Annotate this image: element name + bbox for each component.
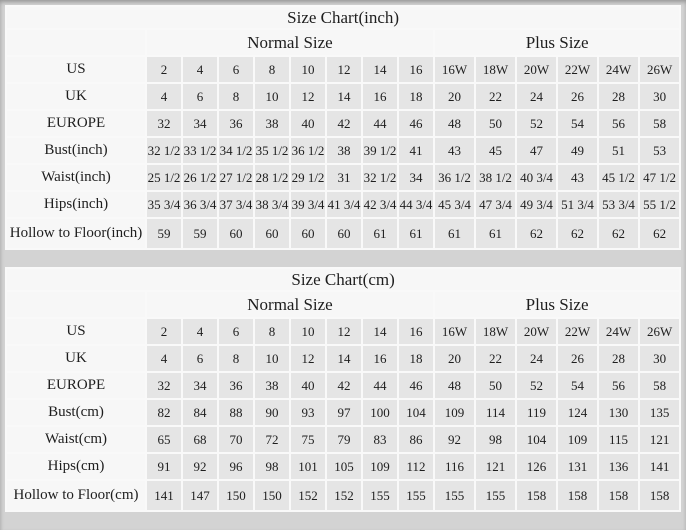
size-value-cell: 12	[291, 84, 325, 109]
size-value-cell: 56	[599, 111, 638, 136]
size-value-cell: 30	[640, 346, 679, 371]
size-value-cell: 37 3/4	[219, 192, 253, 217]
size-value-cell: 158	[640, 481, 679, 510]
row-label: EUROPE	[7, 373, 145, 398]
size-value-cell: 14	[363, 57, 397, 82]
size-value-cell: 14	[363, 319, 397, 344]
size-value-cell: 50	[476, 111, 515, 136]
size-value-cell: 100	[363, 400, 397, 425]
size-chart-table-inch	[5, 5, 681, 250]
size-value-cell: 48	[435, 373, 474, 398]
size-value-cell: 65	[147, 427, 181, 452]
size-value-cell: 104	[399, 400, 433, 425]
size-value-cell: 46	[399, 373, 433, 398]
size-value-cell: 16W	[435, 57, 474, 82]
table-row	[7, 373, 679, 398]
size-value-cell: 44	[363, 373, 397, 398]
table-row	[7, 319, 679, 344]
size-value-cell: 47 1/2	[640, 165, 679, 190]
size-value-cell: 20	[435, 346, 474, 371]
size-value-cell: 28	[599, 346, 638, 371]
size-value-cell: 32 1/2	[363, 165, 397, 190]
size-value-cell: 6	[219, 57, 253, 82]
size-value-cell: 22W	[558, 319, 597, 344]
size-value-cell: 31	[327, 165, 361, 190]
size-value-cell: 52	[517, 373, 556, 398]
size-value-cell: 12	[291, 346, 325, 371]
size-value-cell: 109	[363, 454, 397, 479]
row-label: Hips(cm)	[7, 454, 145, 479]
size-value-cell: 49 3/4	[517, 192, 556, 217]
size-value-cell: 2	[147, 57, 181, 82]
size-value-cell: 18W	[476, 319, 515, 344]
size-value-cell: 135	[640, 400, 679, 425]
size-value-cell: 114	[476, 400, 515, 425]
size-value-cell: 152	[327, 481, 361, 510]
size-value-cell: 28 1/2	[255, 165, 289, 190]
size-value-cell: 158	[517, 481, 556, 510]
size-value-cell: 61	[363, 219, 397, 248]
size-value-cell: 49	[558, 138, 597, 163]
size-value-cell: 75	[291, 427, 325, 452]
row-label: Hollow to Floor(cm)	[7, 481, 145, 510]
size-value-cell: 18W	[476, 57, 515, 82]
table-row	[7, 84, 679, 109]
size-value-cell: 44 3/4	[399, 192, 433, 217]
table-row	[7, 111, 679, 136]
size-value-cell: 16	[363, 84, 397, 109]
size-value-cell: 20W	[517, 57, 556, 82]
table-row	[7, 219, 679, 248]
size-value-cell: 4	[147, 84, 181, 109]
size-value-cell: 58	[640, 373, 679, 398]
size-value-cell: 26 1/2	[183, 165, 217, 190]
size-value-cell: 40	[291, 373, 325, 398]
size-value-cell: 41	[399, 138, 433, 163]
size-value-cell: 47 3/4	[476, 192, 515, 217]
size-value-cell: 36	[219, 111, 253, 136]
size-value-cell: 26	[558, 346, 597, 371]
size-chart-table-cm	[5, 267, 681, 512]
size-value-cell: 34	[183, 373, 217, 398]
size-value-cell: 119	[517, 400, 556, 425]
size-value-cell: 40	[291, 111, 325, 136]
row-label: UK	[7, 346, 145, 371]
size-value-cell: 27 1/2	[219, 165, 253, 190]
size-value-cell: 79	[327, 427, 361, 452]
table-row	[7, 400, 679, 425]
size-value-cell: 8	[219, 346, 253, 371]
size-value-cell: 45 1/2	[599, 165, 638, 190]
size-value-cell: 36 1/2	[435, 165, 474, 190]
size-value-cell: 51 3/4	[558, 192, 597, 217]
size-value-cell: 136	[599, 454, 638, 479]
size-value-cell: 52	[517, 111, 556, 136]
size-value-cell: 109	[558, 427, 597, 452]
size-value-cell: 34 1/2	[219, 138, 253, 163]
size-value-cell: 86	[399, 427, 433, 452]
size-value-cell: 6	[183, 84, 217, 109]
size-value-cell: 10	[291, 319, 325, 344]
size-value-cell: 10	[291, 57, 325, 82]
tables-container	[5, 5, 681, 512]
size-value-cell: 96	[219, 454, 253, 479]
size-value-cell: 53 3/4	[599, 192, 638, 217]
size-value-cell: 70	[219, 427, 253, 452]
size-value-cell: 18	[399, 84, 433, 109]
row-label: Waist(cm)	[7, 427, 145, 452]
size-value-cell: 84	[183, 400, 217, 425]
size-value-cell: 36 3/4	[183, 192, 217, 217]
size-value-cell: 10	[255, 84, 289, 109]
group-header-normal: Normal Size	[147, 30, 433, 55]
size-value-cell: 90	[255, 400, 289, 425]
size-value-cell: 60	[327, 219, 361, 248]
size-value-cell: 30	[640, 84, 679, 109]
size-value-cell: 29 1/2	[291, 165, 325, 190]
size-value-cell: 62	[599, 219, 638, 248]
size-value-cell: 22W	[558, 57, 597, 82]
table-row	[7, 192, 679, 217]
table-title: Size Chart(inch)	[7, 7, 679, 28]
size-value-cell: 22	[476, 346, 515, 371]
table-row	[7, 346, 679, 371]
size-value-cell: 112	[399, 454, 433, 479]
size-value-cell: 121	[640, 427, 679, 452]
size-value-cell: 60	[255, 219, 289, 248]
size-value-cell: 38 1/2	[476, 165, 515, 190]
size-value-cell: 12	[327, 319, 361, 344]
size-value-cell: 36 1/2	[291, 138, 325, 163]
size-value-cell: 20W	[517, 319, 556, 344]
size-value-cell: 4	[183, 57, 217, 82]
size-value-cell: 38	[327, 138, 361, 163]
size-value-cell: 147	[183, 481, 217, 510]
size-value-cell: 39 3/4	[291, 192, 325, 217]
size-value-cell: 26W	[640, 57, 679, 82]
size-value-cell: 42 3/4	[363, 192, 397, 217]
size-value-cell: 48	[435, 111, 474, 136]
size-value-cell: 61	[476, 219, 515, 248]
size-value-cell: 8	[255, 319, 289, 344]
size-value-cell: 50	[476, 373, 515, 398]
size-value-cell: 4	[183, 319, 217, 344]
size-value-cell: 101	[291, 454, 325, 479]
size-value-cell: 16W	[435, 319, 474, 344]
size-value-cell: 22	[476, 84, 515, 109]
size-value-cell: 158	[558, 481, 597, 510]
size-value-cell: 62	[517, 219, 556, 248]
size-value-cell: 2	[147, 319, 181, 344]
size-value-cell: 25 1/2	[147, 165, 181, 190]
size-value-cell: 152	[291, 481, 325, 510]
size-value-cell: 68	[183, 427, 217, 452]
size-value-cell: 150	[255, 481, 289, 510]
size-value-cell: 98	[476, 427, 515, 452]
size-value-cell: 92	[435, 427, 474, 452]
size-value-cell: 54	[558, 373, 597, 398]
size-value-cell: 141	[147, 481, 181, 510]
size-value-cell: 130	[599, 400, 638, 425]
size-value-cell: 155	[363, 481, 397, 510]
row-label: EUROPE	[7, 111, 145, 136]
size-value-cell: 41 3/4	[327, 192, 361, 217]
table-row	[7, 427, 679, 452]
size-value-cell: 104	[517, 427, 556, 452]
size-value-cell: 35 3/4	[147, 192, 181, 217]
size-value-cell: 126	[517, 454, 556, 479]
size-value-cell: 14	[327, 346, 361, 371]
size-value-cell: 59	[147, 219, 181, 248]
row-label: Hips(inch)	[7, 192, 145, 217]
size-value-cell: 28	[599, 84, 638, 109]
table-row	[7, 454, 679, 479]
size-value-cell: 88	[219, 400, 253, 425]
size-value-cell: 109	[435, 400, 474, 425]
size-value-cell: 35 1/2	[255, 138, 289, 163]
corner-spacer-cell	[7, 30, 145, 55]
size-value-cell: 38	[255, 111, 289, 136]
row-label: US	[7, 319, 145, 344]
row-label: US	[7, 57, 145, 82]
size-value-cell: 97	[327, 400, 361, 425]
size-value-cell: 121	[476, 454, 515, 479]
size-value-cell: 91	[147, 454, 181, 479]
size-value-cell: 32	[147, 111, 181, 136]
size-value-cell: 98	[255, 454, 289, 479]
size-value-cell: 115	[599, 427, 638, 452]
size-value-cell: 72	[255, 427, 289, 452]
size-value-cell: 59	[183, 219, 217, 248]
size-value-cell: 82	[147, 400, 181, 425]
size-value-cell: 54	[558, 111, 597, 136]
size-value-cell: 10	[255, 346, 289, 371]
size-value-cell: 6	[219, 319, 253, 344]
size-value-cell: 46	[399, 111, 433, 136]
size-value-cell: 12	[327, 57, 361, 82]
group-header-plus: Plus Size	[435, 30, 679, 55]
size-value-cell: 14	[327, 84, 361, 109]
row-label: Hollow to Floor(inch)	[7, 219, 145, 248]
size-value-cell: 53	[640, 138, 679, 163]
size-value-cell: 24W	[599, 57, 638, 82]
size-value-cell: 158	[599, 481, 638, 510]
size-value-cell: 16	[363, 346, 397, 371]
table-row	[7, 138, 679, 163]
table-row	[7, 481, 679, 510]
size-value-cell: 40 3/4	[517, 165, 556, 190]
size-value-cell: 38 3/4	[255, 192, 289, 217]
group-header-plus: Plus Size	[435, 292, 679, 317]
size-value-cell: 155	[476, 481, 515, 510]
size-value-cell: 62	[640, 219, 679, 248]
size-value-cell: 20	[435, 84, 474, 109]
row-label: Waist(inch)	[7, 165, 145, 190]
size-value-cell: 44	[363, 111, 397, 136]
size-value-cell: 8	[255, 57, 289, 82]
size-value-cell: 38	[255, 373, 289, 398]
size-value-cell: 155	[435, 481, 474, 510]
size-value-cell: 45 3/4	[435, 192, 474, 217]
size-value-cell: 24W	[599, 319, 638, 344]
size-value-cell: 51	[599, 138, 638, 163]
size-value-cell: 55 1/2	[640, 192, 679, 217]
size-value-cell: 131	[558, 454, 597, 479]
row-label: Bust(cm)	[7, 400, 145, 425]
size-value-cell: 58	[640, 111, 679, 136]
corner-spacer-cell	[7, 292, 145, 317]
table-title: Size Chart(cm)	[7, 269, 679, 290]
size-value-cell: 56	[599, 373, 638, 398]
size-value-cell: 43	[435, 138, 474, 163]
size-value-cell: 47	[517, 138, 556, 163]
table-row	[7, 57, 679, 82]
size-value-cell: 32 1/2	[147, 138, 181, 163]
size-value-cell: 16	[399, 319, 433, 344]
size-value-cell: 141	[640, 454, 679, 479]
size-value-cell: 16	[399, 57, 433, 82]
size-value-cell: 61	[435, 219, 474, 248]
size-value-cell: 150	[219, 481, 253, 510]
size-value-cell: 116	[435, 454, 474, 479]
size-value-cell: 60	[219, 219, 253, 248]
table-row	[7, 165, 679, 190]
size-value-cell: 105	[327, 454, 361, 479]
size-value-cell: 24	[517, 84, 556, 109]
size-value-cell: 124	[558, 400, 597, 425]
row-label: UK	[7, 84, 145, 109]
size-value-cell: 36	[219, 373, 253, 398]
size-value-cell: 45	[476, 138, 515, 163]
size-value-cell: 61	[399, 219, 433, 248]
size-value-cell: 39 1/2	[363, 138, 397, 163]
size-value-cell: 62	[558, 219, 597, 248]
size-value-cell: 42	[327, 111, 361, 136]
group-header-normal: Normal Size	[147, 292, 433, 317]
size-value-cell: 26W	[640, 319, 679, 344]
size-value-cell: 26	[558, 84, 597, 109]
size-value-cell: 18	[399, 346, 433, 371]
size-value-cell: 24	[517, 346, 556, 371]
size-value-cell: 33 1/2	[183, 138, 217, 163]
size-value-cell: 4	[147, 346, 181, 371]
size-value-cell: 6	[183, 346, 217, 371]
size-value-cell: 83	[363, 427, 397, 452]
size-value-cell: 42	[327, 373, 361, 398]
size-value-cell: 60	[291, 219, 325, 248]
size-value-cell: 32	[147, 373, 181, 398]
size-value-cell: 34	[399, 165, 433, 190]
size-value-cell: 93	[291, 400, 325, 425]
size-value-cell: 8	[219, 84, 253, 109]
size-value-cell: 92	[183, 454, 217, 479]
size-value-cell: 43	[558, 165, 597, 190]
size-value-cell: 155	[399, 481, 433, 510]
row-label: Bust(inch)	[7, 138, 145, 163]
size-value-cell: 34	[183, 111, 217, 136]
